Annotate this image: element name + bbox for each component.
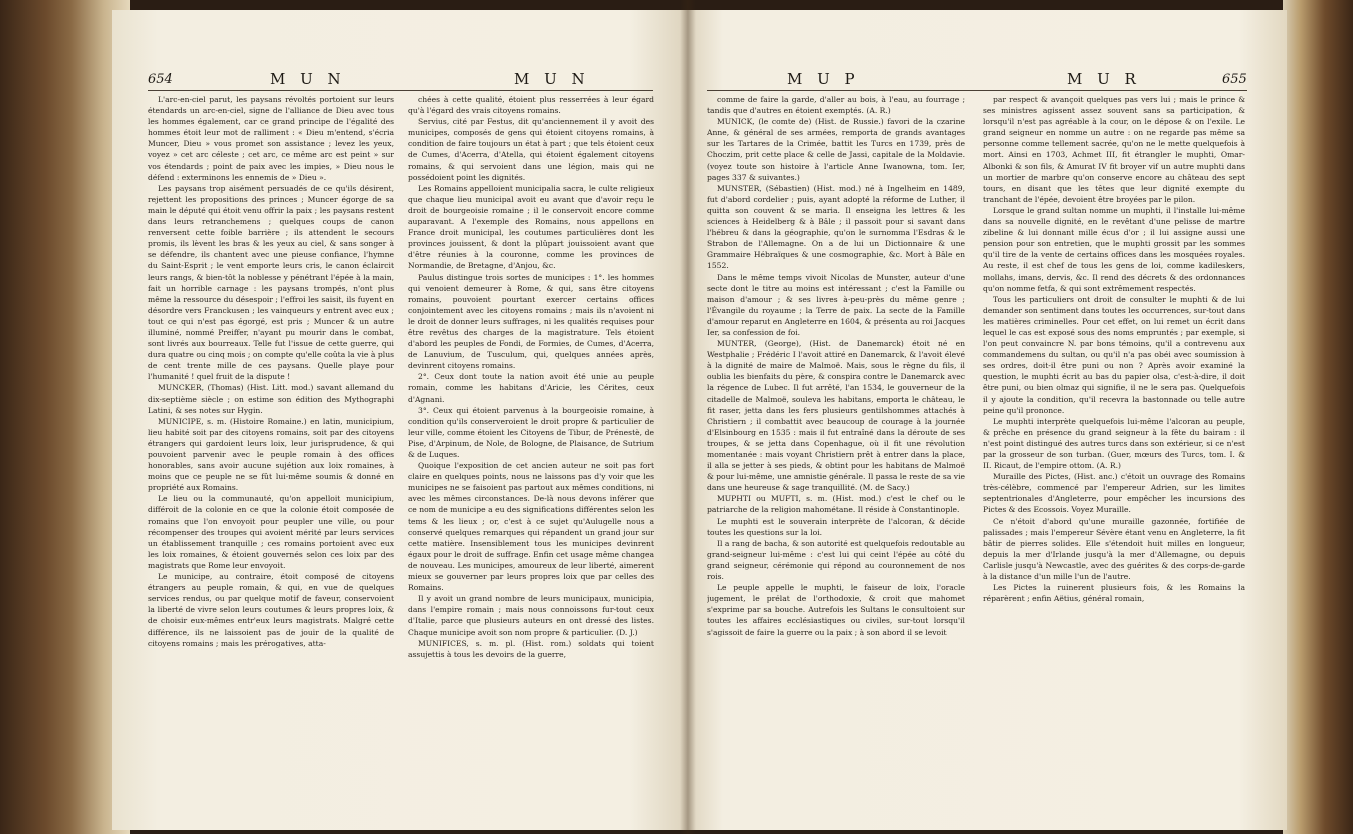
paragraph: Servius, cité par Festus, dit qu'anciennement il y avoit des municipes, composés de gens qui étoient citoyens romains, à condition de faire toujours un état à part ; que tels étoient ceux de Cumes, d'Acerra, d'Atella, qui étoient également citoyens romains, & qui servoient dans une légion, mais qui ne possédoient point les dignités. [408, 117, 654, 182]
right-column-2 [983, 94, 1245, 824]
right-header-rule [707, 90, 1247, 91]
paragraph: Muraille des Pictes, (Hist. anc.) c'étoit un ouvrage des Romains très-célèbre, commencé par l'empereur Adrien, sur les limites septentrionales d'Angleterre, pour empêcher les incursions des Pictes & des Ecossois. Voyez Muraille. [983, 472, 1245, 515]
paragraph: Le muphti est le souverain interprète de l'alcoran, & décide toutes les questions sur la loi. [707, 516, 965, 537]
right-page-number: 655 [1222, 72, 1247, 87]
paragraph: Tous les particuliers ont droit de consulter le muphti & de lui demander son sentiment dans toutes les occurrences, sur-tout dans les matières criminelles. Pour cet effet, on lui remet un écrit dans lequel le cas est exposé sous des noms empruntés ; par exemple, si l'on peut convaincre N. par bons témoins, qu'il a contrevenu aux commandemens du sultan, ou qu'il n'a pas obéi avec soumission à ses ordres, doit-il être puni ou non ? Après avoir examiné la question, le muphti écrit au bas du papier olsa, c'est-à-dire, il doit être puni, ou bien olmaz qui signifie, il ne le sera pas. Quelquefois il y ajoute la condition, qu'il recevra la bastonnade ou telle autre peine qu'il prononce. [983, 294, 1245, 415]
paragraph: par respect & avançoit quelques pas vers lui ; mais le prince & ses ministres agissent assez souvent sans sa participation, & lorsqu'il n'est pas agréable à la cour, on le dépose & on l'exile. Le grand seigneur en nomme un autre : on ne regarde pas même sa personne comme tellement sacrée, qu'on ne le mette quelquefois à mort. Ainsi en 1703, Achmet III, fit étrangler le muphti, Omar-Albonki & son fils, & Amurat IV fit broyer vif un autre muphti dans un mortier de marbre qu'on conserve encore au château des sept tours, en disant que les têtes que leur dignité exempte du tranchant de l'épée, devoient être broyées par le pilon. [983, 95, 1245, 204]
paragraph: Les paysans trop aisément persuadés de ce qu'ils désirent, rejettent les propositions des princes ; Muncer égorge de sa main le député qui étoit venu offrir la paix ; les paysans restent dans leurs retranchemens ; quelques coups de canon renversent cette foible barrière ; ils attendent le secours promis, ils lèvent les bras & les yeux au ciel, & sans songer à se défendre, ils chantent avec une pieuse confiance, l'hymne du Saint-Esprit ; le vent emporte leurs cris, le canon éclaircit leurs rangs, & bien-tôt la noblesse y pénétrant l'épée à la main, fait un horrible carnage : les paysans trompés, n'ont plus même la ressource du désespoir ; l'effroi les saisit, ils fuyent en désordre vers Franckusen ; les vainqueurs y entrent avec eux ; tout ce qui n'est pas égorgé, est pris ; Muncer & un autre illuminé, nommé Preiffer, n'ayant pu mourir dans le combat, sont livrés aux bourreaux. Telle fut l'issue de cette guerre, qui dura quatre ou cinq mois ; on compte qu'elle coûta la vie à plus de cent trente mille de ces paysans. Quelle playe pour l'humanité ! quel fruit de la dispute ! [148, 183, 394, 382]
right-page-header [687, 72, 1287, 96]
paragraph: Dans le même temps vivoit Nicolas de Munster, auteur d'une secte dont le titre au moins est intéressant ; c'est la Famille ou maison d'amour ; & ses livres à-peu-près du même genre ; l'Évangile du royaume ; la Terre de paix. La secte de la Famille d'amour reparut en Angleterre en 1604, & présenta au roi Jacques Ier, sa confession de foi. [707, 272, 965, 337]
left-page-header [112, 72, 687, 96]
paragraph: Les Romains appelloient municipalia sacra, le culte religieux que chaque lieu municipal avoit eu avant que d'avoir reçu le droit de bourgeoisie romaine ; il le conservoit encore comme auparavant. A l'exemple des Romains, nous appellons en France droit municipal, les coutumes particulières dont les provinces jouissent, & dont la plûpart jouissoient avant que d'être réunies à la couronne, comme les provinces de Normandie, de Bretagne, d'Anjou, &c. [408, 183, 654, 271]
right-column-1 [707, 94, 965, 824]
paragraph: L'arc-en-ciel parut, les paysans révoltés portoient sur leurs étendards un arc-en-ciel, signe de l'alliance de Dieu avec tous les hommes également, car ce grand principe de l'égalité des hommes étoit leur mot de ralliment : « Dieu m'entend, s'écria Muncer, Dieu » vous promet son assistance ; levez les yeux, voyez » cet arc céleste ; cet arc, ce même arc est peint » sur vos étendards ; point de paix avec les impies, » Dieu nous le défend : exterminons les ennemis de » Dieu ». [148, 95, 394, 182]
paragraph: Il a rang de bacha, & son autorité est quelquefois redoutable au grand-seigneur lui-même : c'est lui qui ceint l'épée au côté du grand seigneur, cérémonie qui répond au couronnement de nos rois. [707, 538, 965, 582]
paragraph: Le lieu ou la communauté, qu'on appelloit municipium, différoit de la colonie en ce que la colonie étoit composée de romains que l'on envoyoit pour peupler une ville, ou pour récompenser des troupes qui avoient mérité par leurs services un établissement tranquille ; ces romains portoient avec eux les loix romaines, & étoient gouvernés selon ces loix par des magistrats que Rome leur envoyoit. [148, 494, 394, 570]
left-running-head-2: M U N [514, 70, 590, 88]
paragraph: Le peuple appelle le muphti, le faiseur de loix, l'oracle jugement, le prélat de l'orthodoxie, & croit que mahomet s'exprime par sa bouche. Autrefois les Sultans le consultoient sur toutes les affaires ecclésiastiques ou civiles, sur-tout lorsqu'il s'agissoit de faire la guerre ou la paix ; à son abord il se levoit [707, 583, 965, 637]
paragraph: MUNTER, (George), (Hist. de Danemarck) étoit né en Westphalie ; Frédéric I l'avoit attiré en Danemarck, & l'avoit élevé à la dignité de maire de Malmoë. Mais, sous le règne du fils, il oublia les bienfaits du père, & conspira contre le Danemarck avec la régence de Lubec. Il fut arrêté, l'an 1534, le gouverneur de la citadelle de Malmoë, souleva les habitans, emporta le château, le fit raser, jetta dans les fers plusieurs gentilshommes attachés à Christiern ; il combattit avec beaucoup de courage à la journée d'Elsinbourg en 1535 : mais il fut entraîné dans la déroute de ses troupes, & se jetta dans Copenhague, où il fit une révolution momentanée : mais voyant Christiern prêt à entrer dans la place, il alla se jetter à ses pieds, & obtint pour les habitans de Malmoë & pour lui-même, une amnistie générale. Il passa le reste de sa vie dans une heureuse & sage tranquillité. (M. de Sacy.) [707, 339, 965, 493]
paragraph: Ce n'étoit d'abord qu'une muraille gazonnée, fortifiée de palissades ; mais l'empereur Sévère étant venu en Angleterre, la fit bâtir de pierres solides. Elle s'étendoit huit milles en longueur, depuis la mer d'Irlande jusqu'à la mer d'Allemagne, ou depuis Carlisle jusqu'à Newcastle, avec des guérites & des corps-de-garde à la distance d'un mille l'un de l'autre. [983, 516, 1245, 582]
right-page [687, 10, 1287, 830]
paragraph: MUNCKER, (Thomas) (Hist. Litt. mod.) savant allemand du dix-septième siècle ; on estime son édition des Mythographi Latini, & ses notes sur Hygin. [148, 383, 394, 415]
right-running-head-2: M U R [1067, 70, 1141, 88]
paragraph: comme de faire la garde, d'aller au bois, à l'eau, au fourrage ; tandis que d'autres en étoient exemptés. (A. R.) [707, 95, 965, 116]
left-column-2 [408, 94, 654, 824]
left-page [112, 10, 687, 830]
paragraph: Quoique l'exposition de cet ancien auteur ne soit pas fort claire en quelques points, nous ne laissons pas d'y voir que les municipes ne se faisoient pas partout aux mêmes conditions, ni avec les mêmes circonstances. De-là nous devons inférer que ce nom de municipe a eu des significations différentes selon les tems & les lieux ; or, c'est à ce sujet qu'Aulugelle nous a conservé quelques remarques qui répandent un grand jour sur cette matière. Insensiblement tous les municipes devinrent égaux pour le droit de suffrage. Enfin cet usage même changea de nouveau. Les municipes, amoureux de leur liberté, aimerent mieux se gouverner par leurs propres loix que par celles des Romains. [408, 461, 654, 593]
paragraph: Lorsque le grand sultan nomme un muphti, il l'installe lui-même dans sa nouvelle dignité, en le revêtant d'une pelisse de martre zibeline & lui donnant mille écus d'or ; il lui assigne aussi une pension pour son entretien, que le muphti grossit par les sommes qu'il tire de la vente de certains offices dans les mosquées royales. Au reste, il est chef de tous les gens de loi, comme kadileskers, mollahs, imans, dervis, &c. Il rend des décrets & des ordonnances qu'on nomme fetfa, & qui sont extrêmement respectés. [983, 205, 1245, 293]
paragraph: MUNICK, (le comte de) (Hist. de Russie.) favori de la czarine Anne, & général de ses armées, remporta de grands avantages sur les Tartares de la Crimée, battit les Turcs en 1739, près de Choczim, prit cette place & celle de Jassi, capitale de la Moldavie. (voyez toute son histoire à l'article Anne Iwanowna, tom. Ier, pages 337 & suivantes.) [707, 117, 965, 182]
paragraph: MUPHTI ou MUFTI, s. m. (Hist. mod.) c'est le chef ou le patriarche de la religion mahométane. Il réside à Constantinople. [707, 494, 965, 515]
paragraph: Paulus distingue trois sortes de municipes : 1°. les hommes qui venoient demeurer à Rome, & qui, sans être citoyens romains, pouvoient pourtant exercer certains offices conjointement avec les citoyens romains ; mais ils n'avoient ni le droit de donner leurs suffrages, ni les qualités requises pour être revêtus des charges de la magistrature. Tels étoient d'abord les peuples de Fondi, de Formies, de Cumes, d'Acerra, de Lanuvium, de Tusculum, qui, quelques années après, devinrent citoyens romains. [408, 272, 654, 371]
paragraph: MUNIFICES, s. m. pl. (Hist. rom.) soldats qui toient assujettis à tous les devoirs de la guerre, [408, 638, 654, 659]
book-gutter [680, 0, 696, 834]
left-running-head-1: M U N [270, 70, 346, 88]
left-page-stack [0, 0, 130, 834]
paragraph: chées à cette qualité, étoient plus resserrées à leur égard qu'à l'égard des vrais citoyens romains. [408, 95, 654, 116]
paragraph: Les Pictes la ruinerent plusieurs fois, & les Romains la réparèrent ; enfin Aëtius, général romain, [983, 583, 1245, 604]
right-page-stack [1283, 0, 1353, 834]
paragraph: MUNSTER, (Sébastien) (Hist. mod.) né à Ingelheim en 1489, fut d'abord cordelier ; puis, ayant adopté la réforme de Luther, il quitta son couvent & se maria. Il enseigna les lettres & les sciences à Heidelberg & à Bâle ; il passoit pour si savant dans l'hébreu & dans la géographie, qu'on le surnomma l'Esdras & le Strabon de l'Allemagne. On a de lui un Dictionnaire & une Grammaire Hébraïques & une cosmographie, &c. Mort à Bâle en 1552. [707, 183, 965, 271]
left-column-1 [148, 94, 394, 824]
left-header-rule [148, 90, 653, 91]
paragraph: Le municipe, au contraire, étoit composé de citoyens étrangers au peuple romain, & qui, en vue de quelques services rendus, ou par quelque motif de faveur, conservoient la liberté de vivre selon leurs coutumes & leurs propres loix, & de choisir eux-mêmes entr'eux leurs magistrats. Malgré cette différence, ils ne laissoient pas de jouir de la qualité de citoyens romains ; mais les prérogatives, atta- [148, 572, 394, 648]
right-running-head-1: M U P [787, 70, 860, 88]
paragraph: MUNICIPE, s. m. (Histoire Romaine.) en latin, municipium, lieu habité soit par des citoyens romains, soit par des citoyens étrangers qui gardoient leurs loix, leur jurisprudence, & qui pouvoient parvenir avec le peuple romain à des offices honorables, sans avoir aucune sujétion aux loix romaines, à moins que ce peuple ne se fût lui-même soumis & donné en propriété aux Romains. [148, 416, 394, 493]
paragraph: Le muphti interprète quelquefois lui-même l'alcoran au peuple, & prêche en présence du grand seigneur à la fête du bairam : il n'est point distingué des autres turcs dans son extérieur, si ce n'est par la grosseur de son turban. (Guer, mœurs des Turcs, tom. I. & II. Ricaut, de l'empire ottom. (A. R.) [983, 416, 1245, 471]
paragraph: 3°. Ceux qui étoient parvenus à la bourgeoisie romaine, à condition qu'ils conserveroient le droit propre & particulier de leur ville, comme étoient les Citoyens de Tibur, de Prénestè, de Pise, d'Arpinum, de Nole, de Bologne, de Plaisance, de Sutrium & de Luques. [408, 405, 654, 459]
left-page-number: 654 [148, 72, 173, 87]
paragraph: 2°. Ceux dont toute la nation avoit été unie au peuple romain, comme les habitans d'Aricie, les Cérites, ceux d'Agnani. [408, 372, 654, 404]
paragraph: Il y avoit un grand nombre de leurs municipaux, municipia, dans l'empire romain ; mais nous connoissons fur-tout ceux d'Italie, parce que plusieurs auteurs en ont dressé des listes. Chaque municipe avoit son nom propre & particulier. (D. J.) [408, 594, 654, 637]
